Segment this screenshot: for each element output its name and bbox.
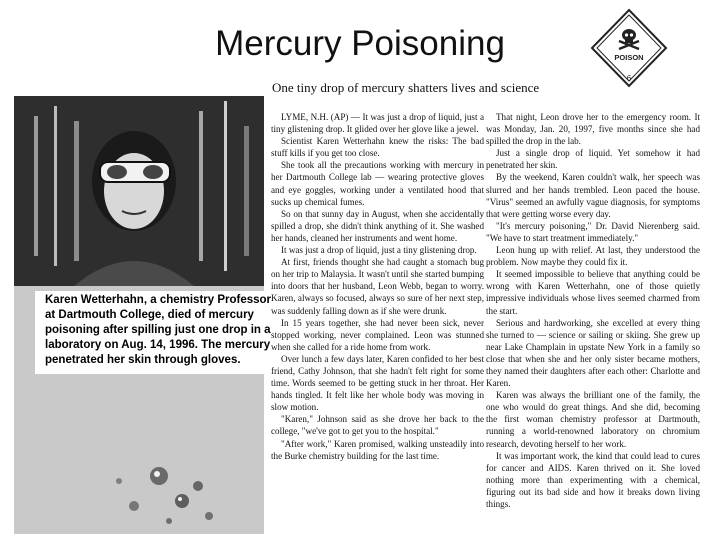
paragraph: In 15 years together, she had never been sick, never stopped working, never complained. Leon was stunned when she called for a ride home from work. xyxy=(271,317,484,352)
subtitle: One tiny drop of mercury shatters lives and science xyxy=(272,80,540,95)
paragraph: That night, Leon drove her to the emergency room. It was Monday, Jan. 20, 1997, five months since she had spilled the drop in the lab. xyxy=(486,112,700,147)
paragraph: It was just a drop of liquid, just a tiny glistening drop. xyxy=(281,245,477,256)
paragraph: "It's mercury poisoning," Dr. David Nierenberg said. "We have to start treatment immediately." xyxy=(486,220,700,243)
paragraph: Leon hung up with relief. At last, they understood the problem. Now maybe they could fix it. xyxy=(486,245,700,268)
poison-label: POISON xyxy=(614,53,644,62)
poison-sign xyxy=(588,8,670,96)
article-column-2 xyxy=(486,111,700,510)
paragraph: By the weekend, Karen couldn't walk, her speech was slurred and her hands trembled. Leon paced the house. "Virus" seemed an awfully vague diagnosis, for symptoms that were getting worse every day. xyxy=(486,172,700,219)
paragraph: Just a single drop of liquid. Yet somehow it had penetrated her skin. xyxy=(486,148,700,171)
paragraph: LYME, N.H. (AP) — It was just a drop of liquid, just a tiny glistening drop. It glided over her glove like a jewel. xyxy=(271,112,484,135)
paragraph: At first, friends thought she had caught a stomach bug on her trip to Malaysia. It wasn't until she started bumping into doors that her husband, Leon Webb, began to worry. Karen, always so focused, always so sure of her next step, was suddenly falling down as if she were drunk. xyxy=(271,257,484,316)
article-column-1 xyxy=(271,111,484,462)
photo-caption: Karen Wetterhahn, a chemistry Professor at Dartmouth College, died of mercury poisoning after spilling just one drop in a laboratory on Aug. 14, 1996. The mercury penetrated her skin through gloves. xyxy=(35,291,277,374)
paragraph: It was important work, the kind that could lead to cures for cancer and AIDS. Karen thrived on it. She loved nothing more than experimenting with a chemical, figuring out its bad side and how it breaks down living things. xyxy=(486,450,700,509)
paragraph: "After work," Karen promised, walking unsteadily into the Burke chemistry building for the last time. xyxy=(271,438,484,461)
page-title: Mercury Poisoning xyxy=(215,24,505,63)
paragraph: Over lunch a few days later, Karen confided to her best friend, Cathy Johnson, that she hadn't felt right for some time. Words seemed to be getting stuck in her throat. Her hands tingled. It felt like her whole body was moving in slow motion. xyxy=(271,353,484,413)
hazard-class-number: 6 xyxy=(626,74,632,83)
paragraph: Karen was always the brilliant one of the family, the one who would do great things. And she did, becoming the first woman chemistry professor at Dartmouth, running a world-renowned laboratory on chromium research, devoting herself to her work. xyxy=(486,390,700,449)
paragraph: "Karen," Johnson said as she drove her back to the college, "we've got to get you to the hospital." xyxy=(271,414,484,437)
paragraph: It seemed impossible to believe that anything could be wrong with Karen Wetterhahn, one of those quietly impressive individuals whose lives seemed charmed from the start. xyxy=(486,269,700,316)
paragraph: Serious and hardworking, she excelled at every thing she turned to — science or sailing or skiing. She grew up near Lake Champlain in upstate New York in a family so close that when she and her only sister became mothers, they named their daughters after each other: Charlotte and Karen. xyxy=(486,317,700,389)
paragraph: Scientist Karen Wetterhahn knew the risks: The bad stuff kills if you get too close. xyxy=(271,136,484,159)
paragraph: She took all the precautions working with mercury in her Dartmouth College lab — wearing protective gloves and eye goggles, working under a ventilated hood that sucks up chemical fumes. xyxy=(271,160,484,207)
paragraph: So on that sunny day in August, when she accidentally spilled a drop, she didn't think anything of it. She washed her hands, cleaned her instruments and went home. xyxy=(271,208,484,243)
skull-crossbones-diamond-icon xyxy=(588,8,670,96)
